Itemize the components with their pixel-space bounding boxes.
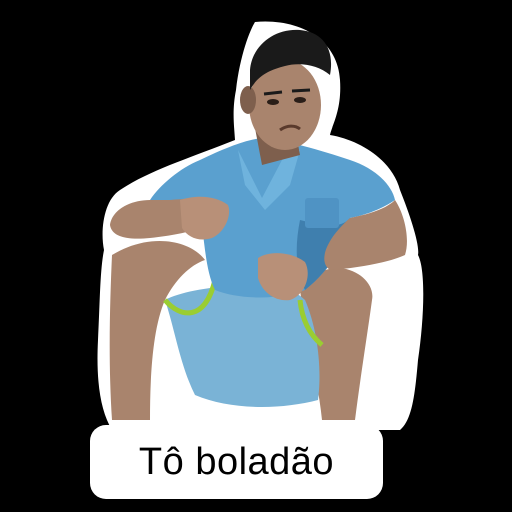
ear <box>240 86 256 114</box>
caption-text: Tô boladão <box>138 441 335 483</box>
eye-right <box>294 97 306 103</box>
caption-box <box>90 425 383 499</box>
eye-left <box>267 99 279 105</box>
shirt-pocket <box>305 198 339 228</box>
